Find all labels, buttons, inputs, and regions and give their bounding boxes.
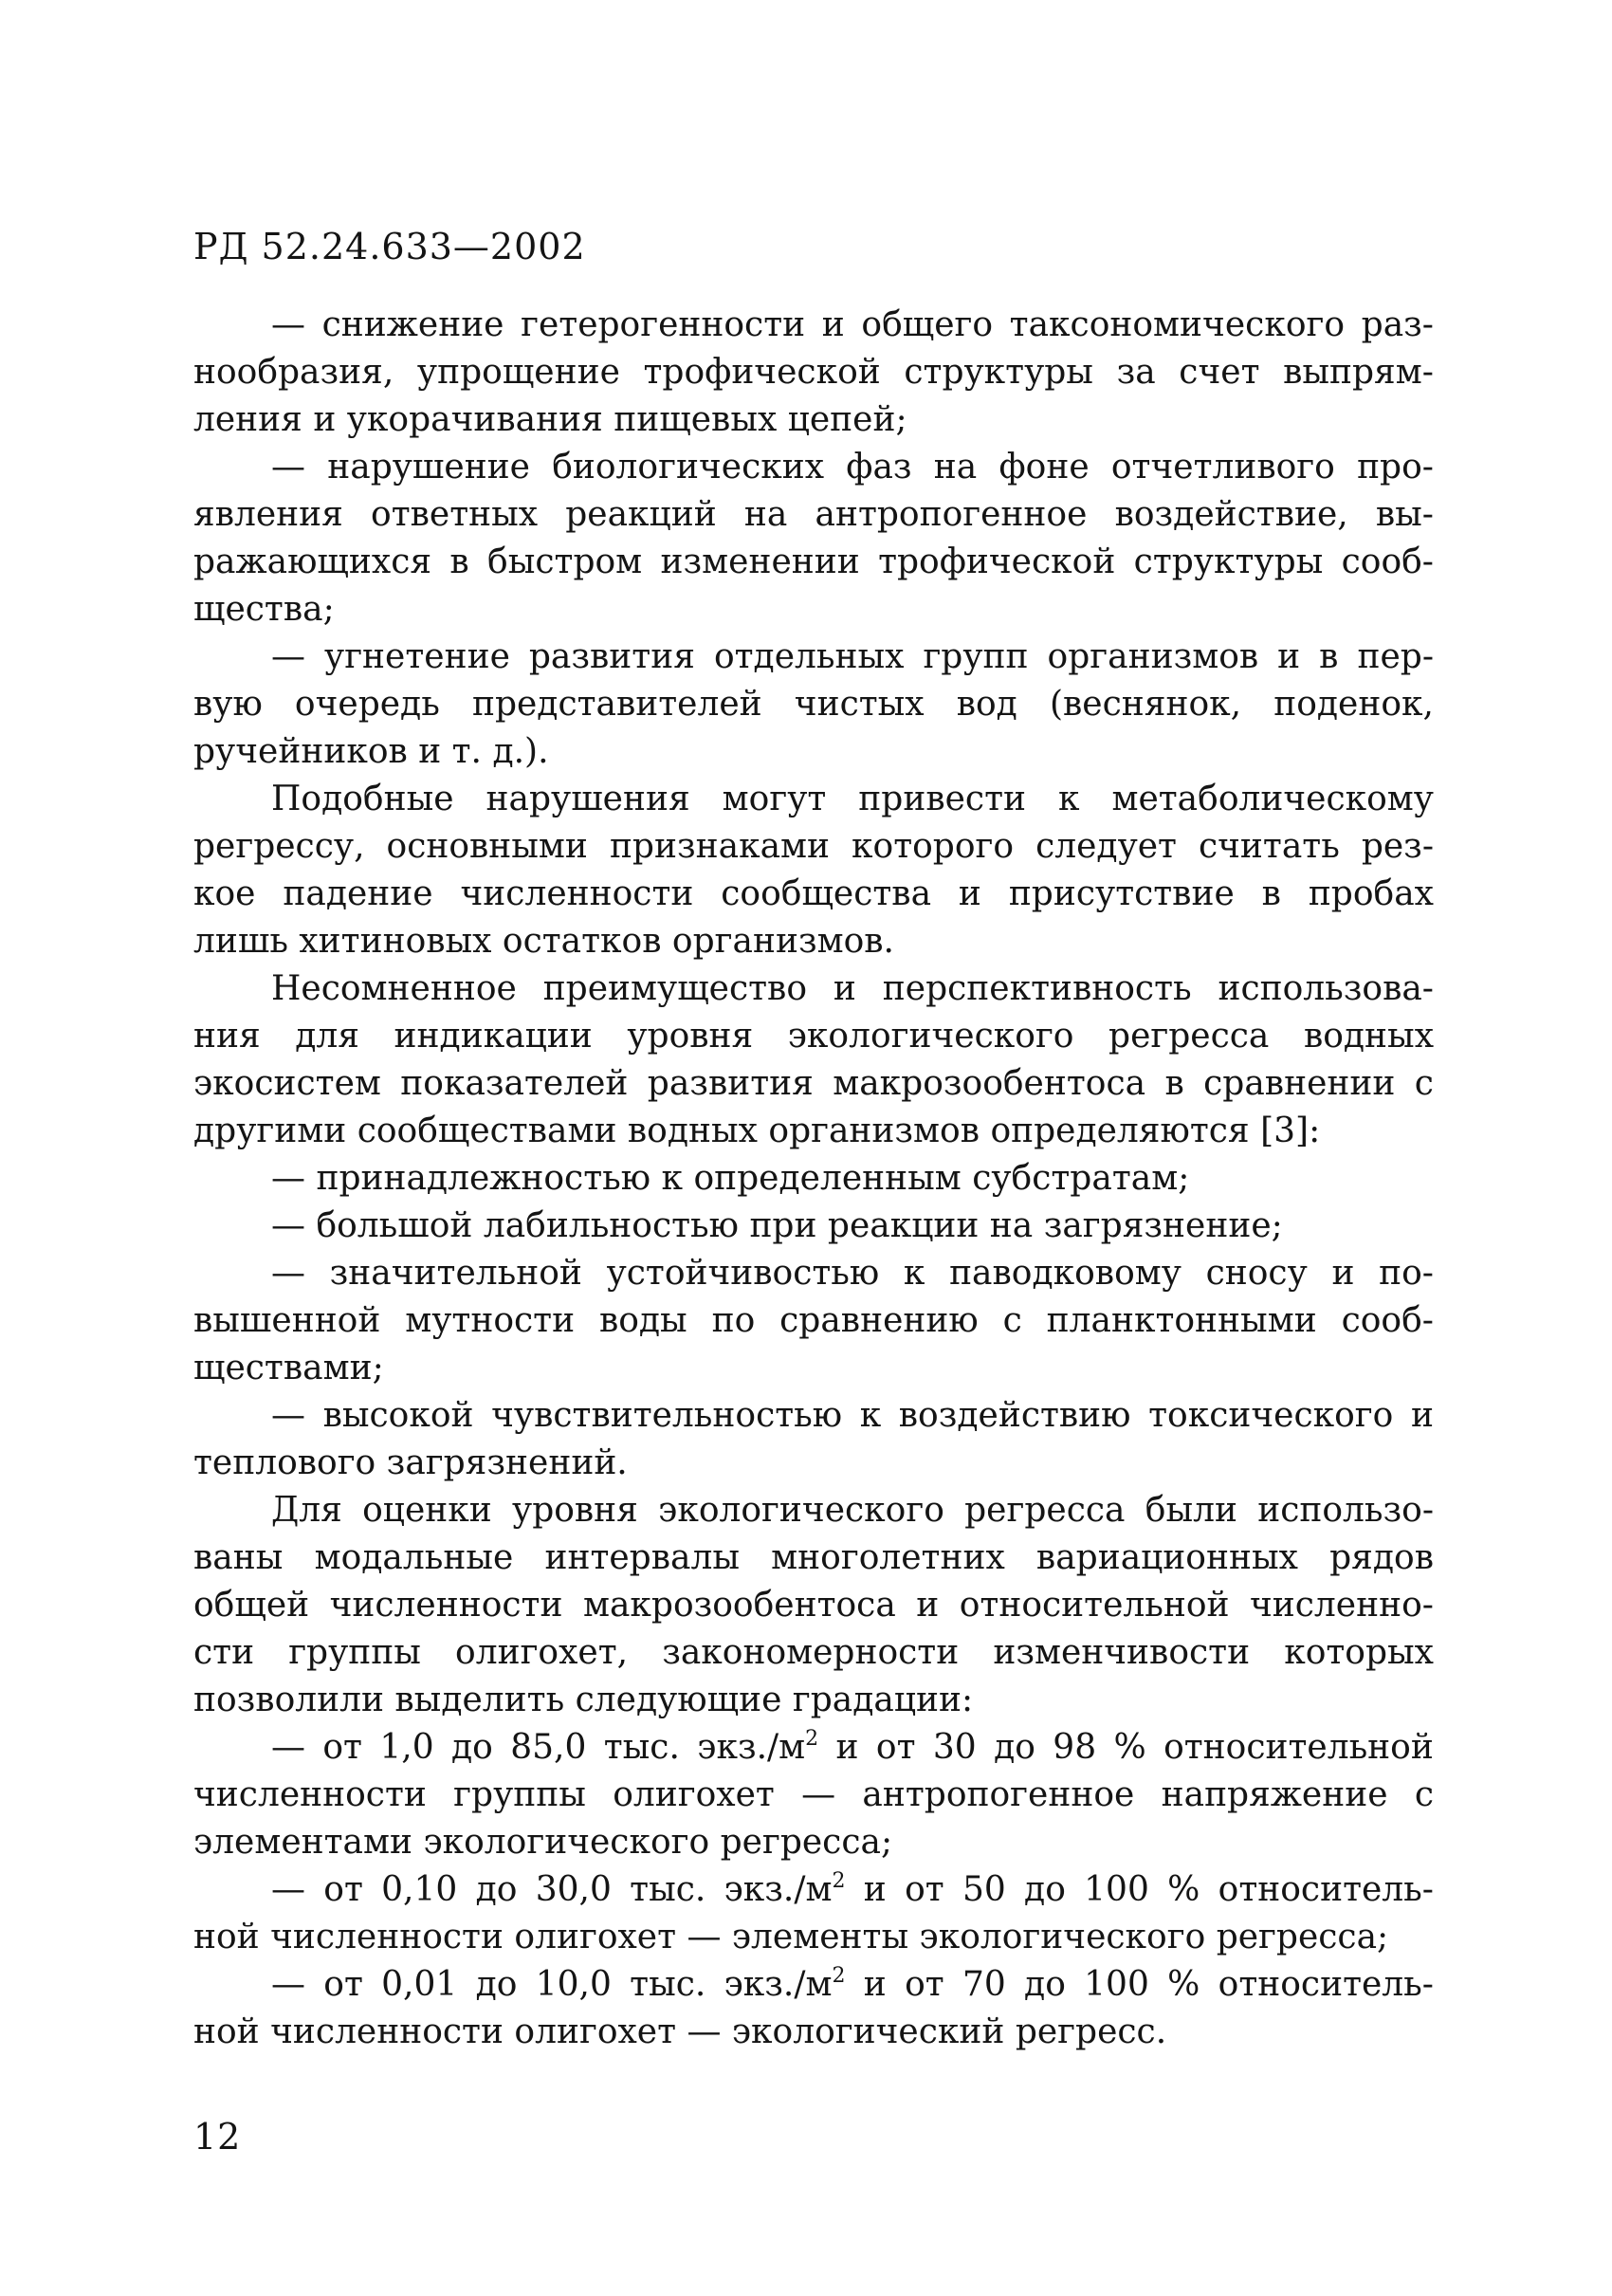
text-line: ручейников и т. д.). bbox=[193, 732, 549, 771]
text-line: явления ответных реакций на антропогенное воздействие, вы- bbox=[193, 495, 1434, 534]
text-line: — снижение гетерогенности и общего таксономического раз- bbox=[271, 305, 1434, 344]
text-line: — высокой чувствительностью к воздействию токсического и bbox=[271, 1396, 1434, 1435]
text-line: — нарушение биологических фаз на фоне отчетливого про- bbox=[271, 448, 1434, 487]
text-line: ной численности олигохет — элементы экологического регресса; bbox=[193, 1918, 1389, 1956]
text-line: элементами экологического регресса; bbox=[193, 1823, 893, 1862]
text-line: общей численности макрозообентоса и относительной численно- bbox=[193, 1586, 1434, 1625]
para-biological-phases bbox=[193, 444, 1434, 634]
para-sensitivity bbox=[193, 1392, 1434, 1487]
para-diversity-reduction bbox=[193, 302, 1434, 444]
text-line: ной численности олигохет — экологический регресс. bbox=[193, 2012, 1167, 2051]
text-line: Несомненное преимущество и перспективность использова- bbox=[271, 969, 1434, 1008]
text-line: вышенной мутности воды по сравнению с планктонными сооб- bbox=[193, 1301, 1434, 1340]
text-line: теплового загрязнений. bbox=[193, 1443, 628, 1482]
text-line: кое падение численности сообщества и присутствие в пробах bbox=[193, 874, 1434, 913]
text-line: другими сообществами водных организмов определяются [3]: bbox=[193, 1111, 1321, 1150]
para-substrates bbox=[193, 1155, 1434, 1203]
text-line: Для оценки уровня экологического регресса были использо- bbox=[271, 1491, 1434, 1530]
para-gradation-3 bbox=[193, 1961, 1434, 2056]
text-line: — значительной устойчивостью к паводковому сносу и по- bbox=[271, 1254, 1434, 1293]
text-line: — от 0,10 до 30,0 тыс. $экз./м^2$ и от 50 до 100 % относитель- bbox=[271, 1869, 1434, 1909]
document-header: РД 52.24.633—2002 bbox=[193, 226, 586, 267]
text-line: ваны модальные интервалы многолетних вариационных рядов bbox=[193, 1538, 1434, 1577]
text-line: позволили выделить следующие градации: bbox=[193, 1681, 974, 1719]
para-gradation-2 bbox=[193, 1866, 1434, 1961]
text-line: ния для индикации уровня экологического регресса водных bbox=[193, 1017, 1434, 1056]
text-line: Подобные нарушения могут привести к метаболическому bbox=[271, 780, 1434, 818]
text-line: — от 0,01 до 10,0 тыс. $экз./м^2$ и от 70 до 100 % относитель- bbox=[271, 1964, 1434, 2004]
text-line: численности группы олигохет — антропогенное напряжение с bbox=[193, 1775, 1434, 1814]
text-line: лишь хитиновых остатков организмов. bbox=[193, 922, 894, 961]
text-line: регрессу, основными признаками которого следует считать рез- bbox=[193, 827, 1434, 866]
text-line: нообразия, упрощение трофической структуры за счет выпрям- bbox=[193, 353, 1434, 392]
text-line: вую очередь представителей чистых вод (веснянок, поденок, bbox=[193, 685, 1434, 724]
para-advantage bbox=[193, 965, 1434, 1155]
text-line: ществами; bbox=[193, 1349, 384, 1387]
text-line: — угнетение развития отдельных групп организмов и в пер- bbox=[271, 637, 1434, 676]
page-number: 12 bbox=[193, 2116, 242, 2158]
para-assessment bbox=[193, 1487, 1434, 1724]
body-text bbox=[193, 302, 1434, 2056]
text-line: щества; bbox=[193, 590, 335, 629]
text-line: ления и укорачивания пищевых цепей; bbox=[193, 400, 907, 439]
para-metabolic-regress bbox=[193, 776, 1434, 965]
para-lability bbox=[193, 1203, 1434, 1250]
text-line: ражающихся в быстром изменении трофической структуры сооб- bbox=[193, 542, 1434, 581]
para-gradation-1 bbox=[193, 1724, 1434, 1866]
text-line: экосистем показателей развития макрозообентоса в сравнении с bbox=[193, 1064, 1434, 1103]
text-line: — большой лабильностью при реакции на загрязнение; bbox=[271, 1206, 1283, 1245]
text-line: — принадлежностью к определенным субстратам; bbox=[271, 1159, 1190, 1198]
text-line: — от 1,0 до 85,0 тыс. $экз./м^2$ и от 30 до 98 % относительной bbox=[271, 1727, 1434, 1767]
text-line: сти группы олигохет, закономерности изменчивости которых bbox=[193, 1633, 1434, 1672]
para-stability bbox=[193, 1250, 1434, 1392]
para-suppression bbox=[193, 634, 1434, 776]
